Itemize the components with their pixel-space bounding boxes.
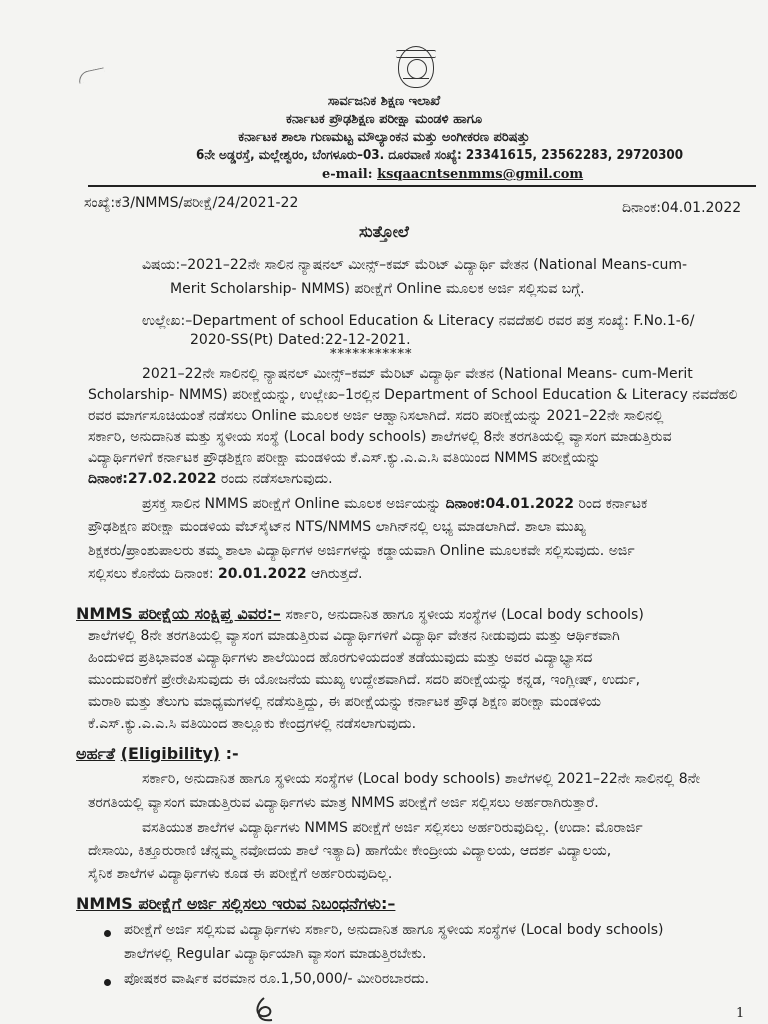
summary-line: ಶಾಲೆಗಳಲ್ಲಿ 8ನೇ ತರಗತಿಯಲ್ಲಿ ವ್ಯಾಸಂಗ ಮಾಡುತ್ತಿರುವ ವಿದ್ಯಾರ್ಥಿಗಳಿಗೆ ವಿದ್ಯಾರ್ಥಿ ವೇತನ ನೀಡುವುದು ಮತ್ತು ಆರ್ಥಿಕವಾಗಿ xyxy=(88,628,620,644)
condition-item: ಪೋಷಕರ ವಾರ್ಷಿಕ ವರಮಾನ ರೂ.1,50,000/- ಮೀರಿರಬಾರದು. xyxy=(124,971,430,987)
para1-line: ರವರ ಮಾರ್ಗಸೂಚಿಯಂತೆ ನಡೆಸಲು Online ಮೂಲಕ ಅರ್ಜಿ ಆಹ್ವಾನಿಸಲಾಗಿದೆ. ಸದರಿ ಪರೀಕ್ಷೆಯನ್ನು 2021–22ನೇ ಸಾಲಿನಲ್ಲಿ xyxy=(88,408,664,424)
application-start-date: ದಿನಾಂಕ:04.01.2022 xyxy=(445,496,575,512)
summary-first-line: NMMS ಪರೀಕ್ಷೆಯ ಸಂಕ್ಷಿಪ್ತ ವಿವರ:– ಸರ್ಕಾರಿ, ಅನುದಾನಿತ ಹಾಗೂ ಸ್ಥಳೀಯ ಸಂಸ್ಥೆಗಳ (Local body schools) xyxy=(76,604,644,623)
eligibility-line: ದೇಸಾಯಿ, ಕಿತ್ತೂರುರಾಣಿ ಚೆನ್ನಮ್ಮ ನವೋದಯ ಶಾಲೆ ಇತ್ಯಾದಿ) ಹಾಗೆಯೇ ಕೇಂದ್ರೀಯ ವಿದ್ಯಾಲಯ, ಆದರ್ಶ ವಿದ್ಯಾಲಯ, xyxy=(88,843,612,859)
condition-item: ಶಾಲೆಗಳಲ್ಲಿ Regular ವಿದ್ಯಾರ್ಥಿಯಾಗಿ ವ್ಯಾಸಂಗ ಮಾಡುತ್ತಿರಬೇಕು. xyxy=(124,946,427,962)
summary-line: ಕೆ.ಎಸ್.ಕ್ಯು.ಎ.ಎ.ಸಿ ವತಿಯಿಂದ ತಾಲ್ಲೂಕು ಕೇಂದ್ರಗಳಲ್ಲಿ ನಡೆಸಲಾಗುವುದು. xyxy=(88,716,417,732)
para2-line: ಪ್ರೌಢಶಿಕ್ಷಣ ಪರೀಕ್ಷಾ ಮಂಡಳಿಯ ವೆಬ್‌ಸೈಟ್‌ನ NTS/NMMS ಲಾಗಿನ್‌ನಲ್ಲಿ ಲಭ್ಯ ಮಾಡಲಾಗಿದೆ. ಶಾಲಾ ಮುಖ್ಯ xyxy=(88,519,586,535)
bullet-icon xyxy=(104,979,111,986)
bullet-icon xyxy=(104,930,111,937)
header-department: ಸಾರ್ವಜನಿಕ ಶಿಕ್ಷಣ ಇಲಾಖೆ xyxy=(327,94,441,109)
last-date: 20.01.2022 xyxy=(218,566,307,582)
government-emblem-icon xyxy=(398,46,434,88)
reference-line-1: ಉಲ್ಲೇಖ:–Department of school Education & Literacy ನವದೆಹಲಿ ರವರ ಪತ್ರ ಸಂಖ್ಯೆ: F.No.1-6/ xyxy=(142,313,695,329)
para2-line: ಸಲ್ಲಿಸಲು ಕೊನೆಯ ದಿನಾಂಕ: 20.01.2022 ಆಗಿರುತ್ತದೆ. xyxy=(88,566,363,582)
para1-line: ಸರ್ಕಾರಿ, ಅನುದಾನಿತ ಮತ್ತು ಸ್ಥಳೀಯ ಸಂಸ್ಥೆ (Local body schools) ಶಾಲೆಗಳಲ್ಲಿ 8ನೇ ತರಗತಿಯಲ್ಲಿ ವ್ಯಾಸಂಗ ಮಾಡುತ್ತಿರುವ xyxy=(88,429,672,445)
header-council: ಕರ್ನಾಟಕ ಶಾಲಾ ಗುಣಮಟ್ಟ ಮೌಲ್ಯಾಂಕನ ಮತ್ತು ಅಂಗೀಕರಣ ಪರಿಷತ್ತು xyxy=(238,130,530,145)
eligibility-heading: ಅರ್ಹತೆ (Eligibility) :- xyxy=(76,744,239,763)
eligibility-line: ಸರ್ಕಾರಿ, ಅನುದಾನಿತ ಹಾಗೂ ಸ್ಥಳೀಯ ಸಂಸ್ಥೆಗಳ (Local body schools) ಶಾಲೆಗಳಲ್ಲಿ 2021–22ನೇ ಸಾಲಿನಲ್ಲಿ 8ನೇ xyxy=(142,771,701,787)
circular-title: ಸುತ್ತೋಲೆ xyxy=(359,222,409,241)
para1-line: ವಿದ್ಯಾರ್ಥಿಗಳಿಗೆ ಕರ್ನಾಟಕ ಪ್ರೌಢಶಿಕ್ಷಣ ಪರೀಕ್ಷಾ ಮಂಡಳಿಯ ಕೆ.ಎಸ್.ಕ್ಯು.ಎ.ಎ.ಸಿ ವತಿಯಿಂದ NMMS ಪರೀಕ್ಷೆಯನ್ನು xyxy=(88,450,601,466)
summary-line: ಹಿಂದುಳಿದ ಪ್ರತಿಭಾವಂತ ವಿದ್ಯಾರ್ಥಿಗಳು ಶಾಲೆಯಿಂದ ಹೊರಗುಳಿಯದಂತೆ ತಡೆಯುವುದು ಮತ್ತು ಅವರ ವಿದ್ಯಾಭ್ಯಾಸದ xyxy=(88,650,593,666)
summary-line: ಮುಂದುವರಿಕೆಗೆ ಪ್ರೇರೇಪಿಸುವುದು ಈ ಯೋಜನೆಯ ಮುಖ್ಯ ಉದ್ದೇಶವಾಗಿದೆ. ಸದರಿ ಪರೀಕ್ಷೆಯನ್ನು ಕನ್ನಡ, ಇಂಗ್ಲೀಷ್, ಉರ್ದು, xyxy=(88,672,641,688)
reference-line-2: 2020-SS(Pt) Dated:22-12-2021. xyxy=(190,332,411,348)
eligibility-line: ಸೈನಿಕ ಶಾಲೆಗಳ ವಿದ್ಯಾರ್ಥಿಗಳು ಕೂಡ ಈ ಪರೀಕ್ಷೆಗೆ ಅರ್ಹರಿರುವುದಿಲ್ಲ. xyxy=(88,866,393,882)
para1-line: 2021–22ನೇ ಸಾಲಿನಲ್ಲಿ ನ್ಯಾಷನಲ್ ಮೀನ್ಸ್–ಕಮ್ ಮೆರಿಟ್ ವಿದ್ಯಾರ್ಥಿ ವೇತನ (National Means- cum-Merit xyxy=(142,366,693,382)
header-email xyxy=(322,167,583,182)
para1-last-line: ದಿನಾಂಕ:27.02.2022 ರಂದು ನಡೆಸಲಾಗುವುದು. xyxy=(88,471,333,487)
para2-line: ಪ್ರಸಕ್ತ ಸಾಲಿನ NMMS ಪರೀಕ್ಷೆಗೆ Online ಮೂಲಕ ಅರ್ಜಿಯನ್ನು ದಿನಾಂಕ:04.01.2022 ರಿಂದ ಕರ್ನಾಟಕ xyxy=(142,496,648,512)
para2-line: ಶಿಕ್ಷಕರು/ಪ್ರಾಂಶುಪಾಲರು ತಮ್ಮ ಶಾಲಾ ವಿದ್ಯಾರ್ಥಿಗಳ ಅರ್ಜಿಗಳನ್ನು ಕಡ್ಡಾಯವಾಗಿ Online ಮೂಲಕವೇ ಸಲ್ಲಿಸುವುದು. ಅರ್ಜಿ xyxy=(88,543,635,559)
condition-item: ಪರೀಕ್ಷೆಗೆ ಅರ್ಜಿ ಸಲ್ಲಿಸುವ ವಿದ್ಯಾರ್ಥಿಗಳು ಸರ್ಕಾರಿ, ಅನುದಾನಿತ ಹಾಗೂ ಸ್ಥಳೀಯ ಸಂಸ್ಥೆಗಳ (Local body schools) xyxy=(124,922,664,938)
circular-date: ದಿನಾಂಕ:04.01.2022 xyxy=(622,200,742,216)
header-address: 6ನೇ ಅಡ್ಡರಸ್ತೆ, ಮಲ್ಲೇಶ್ವರಂ, ಬೆಂಗಳೂರು–03. ದೂರವಾಣಿ ಸಂಖ್ಯೆ: 23341615, 23562283, 29720300 xyxy=(196,148,684,163)
page-number: 1 xyxy=(736,1006,745,1021)
summary-heading: NMMS ಪರೀಕ್ಷೆಯ ಸಂಕ್ಷಿಪ್ತ ವಿವರ:– xyxy=(76,604,281,623)
pen-mark xyxy=(77,67,106,83)
header-rule xyxy=(88,185,756,187)
eligibility-line: ತರಗತಿಯಲ್ಲಿ ವ್ಯಾಸಂಗ ಮಾಡುತ್ತಿರುವ ವಿದ್ಯಾರ್ಥಿಗಳು ಮಾತ್ರ NMMS ಪರೀಕ್ಷೆಗೆ ಅರ್ಜಿ ಸಲ್ಲಿಸಲು ಅರ್ಹರಾಗಿರುತ್ತಾರೆ. xyxy=(88,795,599,811)
subject-line-1: ವಿಷಯ:–2021–22ನೇ ಸಾಲಿನ ನ್ಯಾಷನಲ್ ಮೀನ್ಸ್–ಕಮ್ ಮೆರಿಟ್ ವಿದ್ಯಾರ್ಥಿ ವೇತನ (National Means-cum- xyxy=(142,257,688,273)
email-label: e-mail: xyxy=(322,167,373,182)
eligibility-line: ವಸತಿಯುತ ಶಾಲೆಗಳ ವಿದ್ಯಾರ್ಥಿಗಳು NMMS ಪರೀಕ್ಷೆಗೆ ಅರ್ಜಿ ಸಲ್ಲಿಸಲು ಅರ್ಹರಿರುವುದಿಲ್ಲ. (ಉದಾ: ಮೊರಾರ್ಜಿ xyxy=(142,820,643,836)
header-board: ಕರ್ನಾಟಕ ಪ್ರೌಢಶಿಕ್ಷಣ ಪರೀಕ್ಷಾ ಮಂಡಳಿ ಹಾಗೂ xyxy=(285,112,483,127)
exam-date: ದಿನಾಂಕ:27.02.2022 xyxy=(88,471,217,487)
reference-number: ಸಂಖ್ಯೆ:ಕ3/NMMS/ಪರೀಕ್ಷೆ/24/2021-22 xyxy=(84,195,299,211)
subject-line-2: Merit Scholarship- NMMS) ಪರೀಕ್ಷೆಗೆ Online ಮೂಲಕ ಅರ್ಜಿ ಸಲ್ಲಿಸುವ ಬಗ್ಗೆ. xyxy=(170,281,585,297)
signature-icon xyxy=(248,996,288,1024)
conditions-heading: NMMS ಪರೀಕ್ಷೆಗೆ ಅರ್ಜಿ ಸಲ್ಲಿಸಲು ಇರುವ ನಿಬಂಧನೆಗಳು:– xyxy=(76,894,396,913)
para1-line: Scholarship- NMMS) ಪರೀಕ್ಷೆಯನ್ನು, ಉಲ್ಲೇಖ–1ರಲ್ಲಿನ Department of School Education & Literacy ನವದೆಹಲಿ xyxy=(88,387,738,403)
separator-stars: *********** xyxy=(330,347,413,362)
summary-line: ಮರಾಠಿ ಮತ್ತು ತೆಲುಗು ಮಾಧ್ಯಮಗಳಲ್ಲಿ ನಡೆಸುತ್ತಿದ್ದು, ಈ ಪರೀಕ್ಷೆಯನ್ನು ಕರ್ನಾಟಕ ಪ್ರೌಢ ಶಿಕ್ಷಣ ಪರೀಕ್ಷಾ ಮಂಡಳಿಯ xyxy=(88,694,601,710)
email-link[interactable]: ksqaacntsenmms@gmil.com xyxy=(377,167,584,182)
